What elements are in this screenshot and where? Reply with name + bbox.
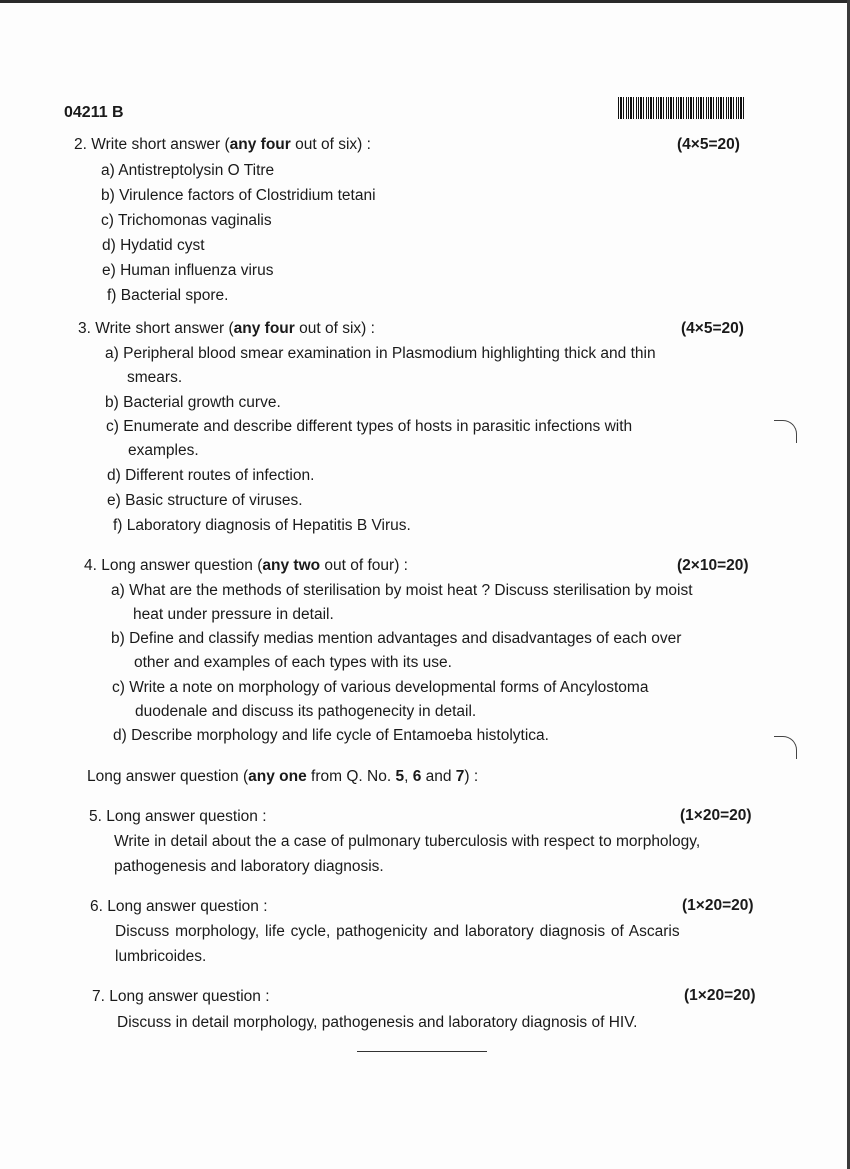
item-text: Laboratory diagnosis of Hepatitis B Virus. (126, 517, 411, 534)
item-text: Antistreptolysin O Titre (118, 162, 275, 179)
item-text: Different routes of infection. (125, 467, 315, 484)
instr-post: ) : (464, 768, 479, 785)
item-text: Human influenza virus (120, 262, 274, 279)
instr-bold-5: 5 (395, 768, 405, 785)
item-text: Peripheral blood smear examination in Plasmodium highlighting thick and thin (123, 345, 656, 362)
q4-item-a (111, 581, 693, 601)
item-label: b) (111, 630, 125, 647)
item-text: Define and classify medias mention advantages and disadvantages of each over (129, 630, 682, 647)
item-text: Bacterial spore. (120, 287, 229, 304)
q3-item-a-cont: smears. (127, 369, 183, 386)
instr-mid2: , (404, 768, 413, 785)
item-label: f) (113, 517, 123, 534)
instr-mid1: from Q. No. (306, 768, 396, 785)
q5-number: 5. (89, 808, 102, 825)
item-label: c) (106, 418, 119, 435)
barcode (618, 97, 744, 119)
punch-hole-mark (774, 420, 797, 443)
q2-pre: Write short answer ( (91, 136, 230, 153)
q4-item-c (112, 678, 648, 698)
instr-bold-6: 6 (412, 768, 422, 785)
q2-heading (74, 135, 371, 155)
q2-item-b (101, 186, 376, 206)
q2-number: 2. (74, 136, 87, 153)
q3-item-e (107, 491, 303, 511)
q6-heading (90, 897, 268, 917)
item-text: Bacterial growth curve. (123, 394, 281, 411)
item-label: a) (105, 345, 119, 362)
item-text: Describe morphology and life cycle of Entamoeba histolytica. (131, 727, 549, 744)
paper-code: 04211 B (64, 104, 124, 121)
item-label: a) (101, 162, 115, 179)
q6-number: 6. (90, 898, 103, 915)
q2-item-c (101, 211, 272, 231)
item-text: Basic structure of viruses. (125, 492, 303, 509)
q6-line1: Discuss morphology, life cycle, pathogenicity and laboratory diagnosis of Ascaris (115, 923, 680, 940)
q4-post: out of four) : (320, 557, 408, 574)
q3-item-a (105, 344, 656, 364)
q2-item-e (102, 261, 273, 281)
item-label: d) (107, 467, 121, 484)
instr-mid3: and (421, 768, 456, 785)
q6-title: Long answer question : (107, 898, 268, 915)
q4-bold: any two (262, 557, 321, 574)
q4-item-c-cont: duodenale and discuss its pathogenecity in detail. (135, 703, 477, 720)
q5-heading (89, 807, 267, 827)
instr-pre: Long answer question ( (87, 768, 249, 785)
q3-item-c-cont: examples. (128, 442, 199, 459)
q5-marks: (1×20=20) (680, 807, 752, 824)
q5-line2: pathogenesis and laboratory diagnosis. (114, 858, 384, 875)
item-text: Enumerate and describe different types of hosts in parasitic infections with (123, 418, 633, 435)
scan-edge-top (0, 0, 850, 3)
q4-heading (84, 556, 408, 576)
q2-item-d (102, 236, 205, 256)
q3-item-c (106, 417, 632, 437)
q2-post: out of six) : (290, 136, 371, 153)
q2-marks: (4×5=20) (677, 136, 740, 153)
q4-item-b-cont: other and examples of each types with its use. (134, 654, 452, 671)
item-label: f) (107, 287, 117, 304)
q2-item-a (101, 161, 274, 181)
q3-marks: (4×5=20) (681, 320, 744, 337)
q3-post: out of six) : (294, 320, 375, 337)
item-label: a) (111, 582, 125, 599)
q4-marks: (2×10=20) (677, 557, 749, 574)
q4-item-a-cont: heat under pressure in detail. (133, 606, 334, 623)
q5-line1: Write in detail about the a case of pulmonary tuberculosis with respect to morphology, (114, 833, 701, 850)
item-text: Hydatid cyst (120, 237, 205, 254)
item-label: b) (105, 394, 119, 411)
item-text: What are the methods of sterilisation by moist heat ? Discuss sterilisation by moist (129, 582, 693, 599)
item-label: d) (102, 237, 116, 254)
item-text: Virulence factors of Clostridium tetani (119, 187, 376, 204)
section-instruction (87, 767, 478, 787)
q7-marks: (1×20=20) (684, 987, 756, 1004)
q6-marks: (1×20=20) (682, 897, 754, 914)
item-text: Trichomonas vaginalis (117, 212, 272, 229)
q3-pre: Write short answer ( (95, 320, 234, 337)
instr-bold-any-one: any one (248, 768, 307, 785)
q2-item-f (107, 286, 228, 306)
q7-heading (92, 987, 270, 1007)
item-text: Write a note on morphology of various developmental forms of Ancylostoma (129, 679, 649, 696)
item-label: e) (107, 492, 121, 509)
q7-line1: Discuss in detail morphology, pathogenesis and laboratory diagnosis of HIV. (117, 1014, 638, 1031)
q4-item-b (111, 629, 681, 649)
q5-title: Long answer question : (106, 808, 267, 825)
q4-pre: Long answer question ( (101, 557, 263, 574)
q4-number: 4. (84, 557, 97, 574)
q2-bold: any four (229, 136, 291, 153)
item-label: b) (101, 187, 115, 204)
q3-item-d (107, 466, 314, 486)
end-divider (357, 1051, 487, 1052)
q6-line2: lumbricoides. (115, 948, 207, 965)
q3-number: 3. (78, 320, 91, 337)
q3-item-b (105, 393, 281, 413)
item-label: e) (102, 262, 116, 279)
instr-bold-7: 7 (455, 768, 465, 785)
q3-bold: any four (233, 320, 295, 337)
q7-number: 7. (92, 988, 105, 1005)
item-label: d) (113, 727, 127, 744)
q3-heading (78, 319, 375, 339)
item-label: c) (101, 212, 114, 229)
q4-item-d (113, 726, 549, 746)
item-label: c) (112, 679, 125, 696)
q3-item-f (113, 516, 411, 536)
q7-title: Long answer question : (109, 988, 270, 1005)
punch-hole-mark (774, 736, 797, 759)
